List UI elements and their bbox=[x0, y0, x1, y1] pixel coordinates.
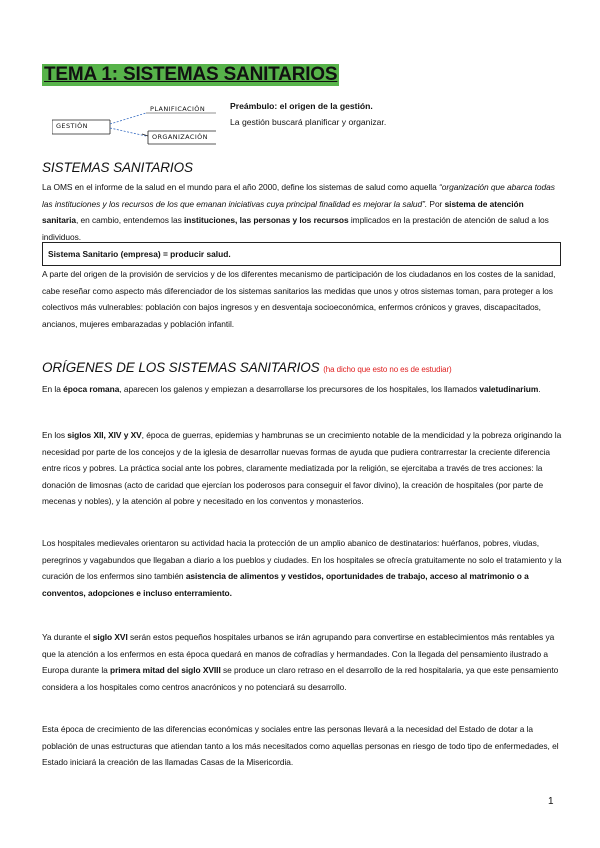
paragraph-xvi-century: Ya durante el siglo XVI serán estos pequeños hospitales urbanos se irán agrupando para convertirse en establecimientos más rentables ya que la atención a los enfermos en esta época quedará en manos de cofradías y hermandades. Con la llegada del pensamiento ilustrado a Europa durante la primera mitad del siglo XVIII se produce un claro retraso en el desarrollo de la red hospitalaria, ya que este pensamiento considera a los hospitales como centros anacrónicos y no potenciará su desarrollo. bbox=[42, 632, 559, 692]
page-title: TEMA 1: SISTEMAS SANITARIOS bbox=[44, 64, 338, 85]
diagram-planificacion-label: PLANIFICACIÓN bbox=[150, 105, 206, 113]
paragraph-medieval-centuries: En los siglos XII, XIV y XV, época de guerras, epidemias y hambrunas se un crecimiento notable de la mendicidad y la pobreza originando la necesidad por parte de los concejos y de la iglesia de desarrollar nuevas formas de ayuda que pudiera contrarrestar la creciente diferencia entre ricos y pobres. La práctica social ante los pobres, claramente mediatizada por la religión, se ejercitaba a través de tres acciones: la donación de limosnas (acto de caridad que ejercían los poderosos para conseguir el favor divino), la creación de hospitales (por parte de mecenas y nobles), y la atención al pobre y necesitado en los conventos y monasterios. bbox=[42, 430, 562, 506]
paragraph-medieval-hospitals: Los hospitales medievales orientaron su actividad hacia la protección de un amplio abanico de destinatarios: huérfanos, pobres, viudas, peregrinos y vagabundos que llegaban a diario a los pueblos y ciudades. En los hospitales se ofrecía gratuitamente no solo el tratamiento y la curación de los enfermos sino también asistencia de alimentos y vestidos, oportunidades de trabajo, acceso al matrimonio o a conventos, adopciones e incluso enterramiento. bbox=[42, 538, 562, 598]
section-heading-origenes bbox=[42, 360, 452, 375]
preamble-heading: Preámbulo: el origen de la gestión. bbox=[230, 101, 373, 111]
page-number: 1 bbox=[548, 796, 554, 807]
paragraph-casas-misericordia: Esta época de crecimiento de las diferencias económicas y sociales entre las personas llevará a la necesidad del Estado de dotar a la población de unas estructuras que atiendan tanto a los más necesitados como aquellas personas en riesgo de todo tipo de enfermedades, el Estado iniciará la creación de las llamadas Casas de la Misericordia. bbox=[42, 724, 559, 767]
diagram-gestion-label: GESTIÓN bbox=[56, 122, 88, 130]
preamble bbox=[230, 98, 386, 130]
teacher-note: (ha dicho que esto no es de estudiar) bbox=[323, 365, 452, 374]
paragraph-oms-definition: La OMS en el informe de la salud en el mundo para el año 2000, define los sistemas de salud como aquella “organización que abarca todas las instituciones y los recursos de los que emanan iniciativas cuya principal finalidad es mejorar la salud”. Por sistema de atención sanitaria, en cambio, entendemos las instituciones, las personas y los recursos implicados en la prestación de atención de salud a los individuos. bbox=[42, 182, 555, 242]
diagram-organizacion-label: ORGANIZACIÓN bbox=[152, 133, 208, 141]
management-diagram bbox=[52, 100, 222, 148]
preamble-text: La gestión buscará planificar y organizar. bbox=[230, 117, 387, 127]
paragraph-roman-era: En la época romana, aparecen los galenos y empiezan a desarrollarse los precursores de los hospitales, los llamados valetudinarium. bbox=[42, 384, 541, 394]
paragraph-vulnerable-groups: A parte del origen de la provisión de servicios y de los diferentes mecanismo de participación de los ciudadanos en los costes de la sanidad, cabe reseñar como aspecto más diferenciador de los sistemas sanitarios las medidas que unos y otros sistemas toman, para proteger a los colectivos más vulnerables: población con bajos ingresos y en desventaja socioeconómica, enfermos crónicos y graves, discapacitados, ancianos, mujeres embarazadas y población infantil. bbox=[42, 269, 556, 329]
section-heading-origenes-text: ORÍGENES DE LOS SISTEMAS SANITARIOS bbox=[42, 360, 320, 375]
definition-box: Sistema Sanitario (empresa) = producir salud. bbox=[42, 242, 561, 266]
section-heading-sistemas: SISTEMAS SANITARIOS bbox=[42, 160, 193, 175]
